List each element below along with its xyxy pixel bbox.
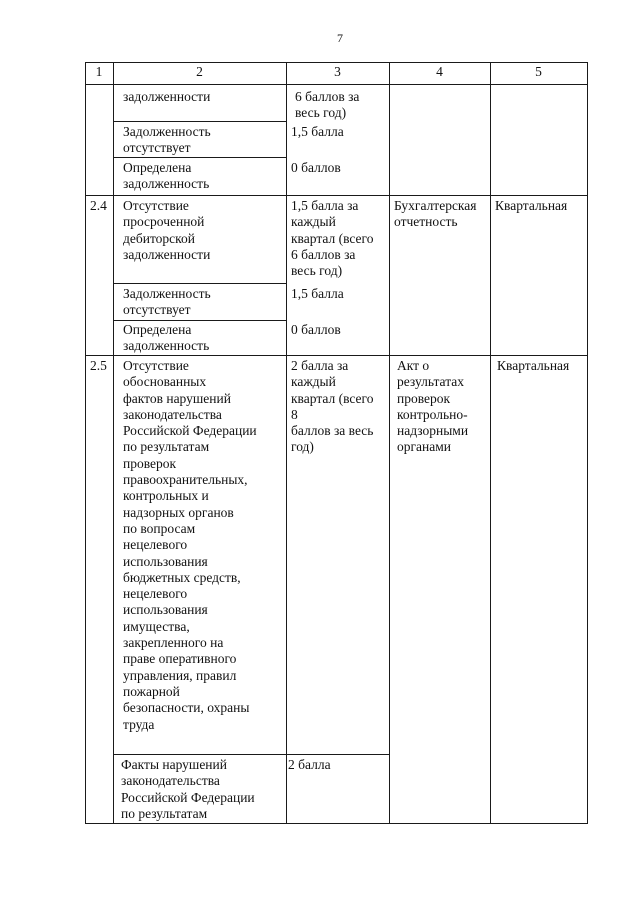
- criterion-cell: Определена задолженность: [123, 160, 210, 192]
- subrow-divider: [113, 320, 286, 321]
- column-header: 1: [95, 64, 103, 79]
- criterion-cell: Факты нарушений законодательства Российской Федерации по результатам: [121, 757, 255, 821]
- table-border-bottom: [85, 823, 588, 824]
- row-number: 2.5: [90, 358, 107, 373]
- frequency-cell: Квартальная: [497, 358, 570, 373]
- criterion-cell: Задолженность отсутствует: [123, 286, 211, 318]
- source-cell: Акт о результатах проверок контрольно- надзорными органами: [397, 358, 469, 455]
- criterion-cell: задолженности: [123, 89, 211, 104]
- points-cell: 1,5 балла за каждый квартал (всего 6 баллов за весь год): [291, 198, 374, 279]
- row-divider: [85, 195, 588, 196]
- subrow-divider: [113, 157, 286, 158]
- criterion-cell: Задолженность отсутствует: [123, 124, 211, 156]
- header-divider: [85, 84, 588, 85]
- points-cell: 0 баллов: [291, 322, 341, 337]
- subrow-divider: [113, 754, 389, 755]
- subrow-divider: [113, 121, 286, 122]
- row-number: 2.4: [90, 198, 107, 213]
- source-cell: Бухгалтерская отчетность: [394, 198, 477, 230]
- points-cell: 2 балла за каждый квартал (всего 8 баллов за весь год): [291, 358, 374, 455]
- column-header: 4: [436, 64, 443, 79]
- subrow-divider: [113, 283, 286, 284]
- column-divider: [113, 62, 114, 823]
- column-header: 5: [535, 64, 542, 79]
- column-header: 3: [334, 64, 341, 79]
- row-divider: [85, 355, 588, 356]
- column-divider: [389, 62, 390, 823]
- points-cell: 1,5 балла: [291, 124, 344, 139]
- column-divider: [490, 62, 491, 823]
- criterion-cell: Отсутствие просроченной дебиторской задолженности: [123, 198, 211, 262]
- points-cell: 2 балла: [288, 757, 331, 772]
- table-border-right: [587, 62, 588, 823]
- points-cell: 0 баллов: [291, 160, 341, 175]
- criteria-table: [85, 62, 588, 823]
- points-cell: 1,5 балла: [291, 286, 344, 301]
- criterion-cell: Определена задолженность: [123, 322, 210, 354]
- criterion-cell: Отсутствие обоснованных фактов нарушений законодательства Российской Федерации по результатам проверок правоохранительных, контрольных и надзорных органов по вопросам нецелевого использования бюджетных средств, нецелевого использования имущества, закрепленного на праве оперативного управления, правил пожарной безопасности, охраны труда: [123, 358, 257, 732]
- column-header: 2: [196, 64, 203, 79]
- page-number: 7: [337, 31, 343, 45]
- column-divider: [286, 62, 287, 823]
- points-cell: 6 баллов за весь год): [295, 89, 360, 121]
- frequency-cell: Квартальная: [495, 198, 568, 213]
- table-border-left: [85, 62, 86, 823]
